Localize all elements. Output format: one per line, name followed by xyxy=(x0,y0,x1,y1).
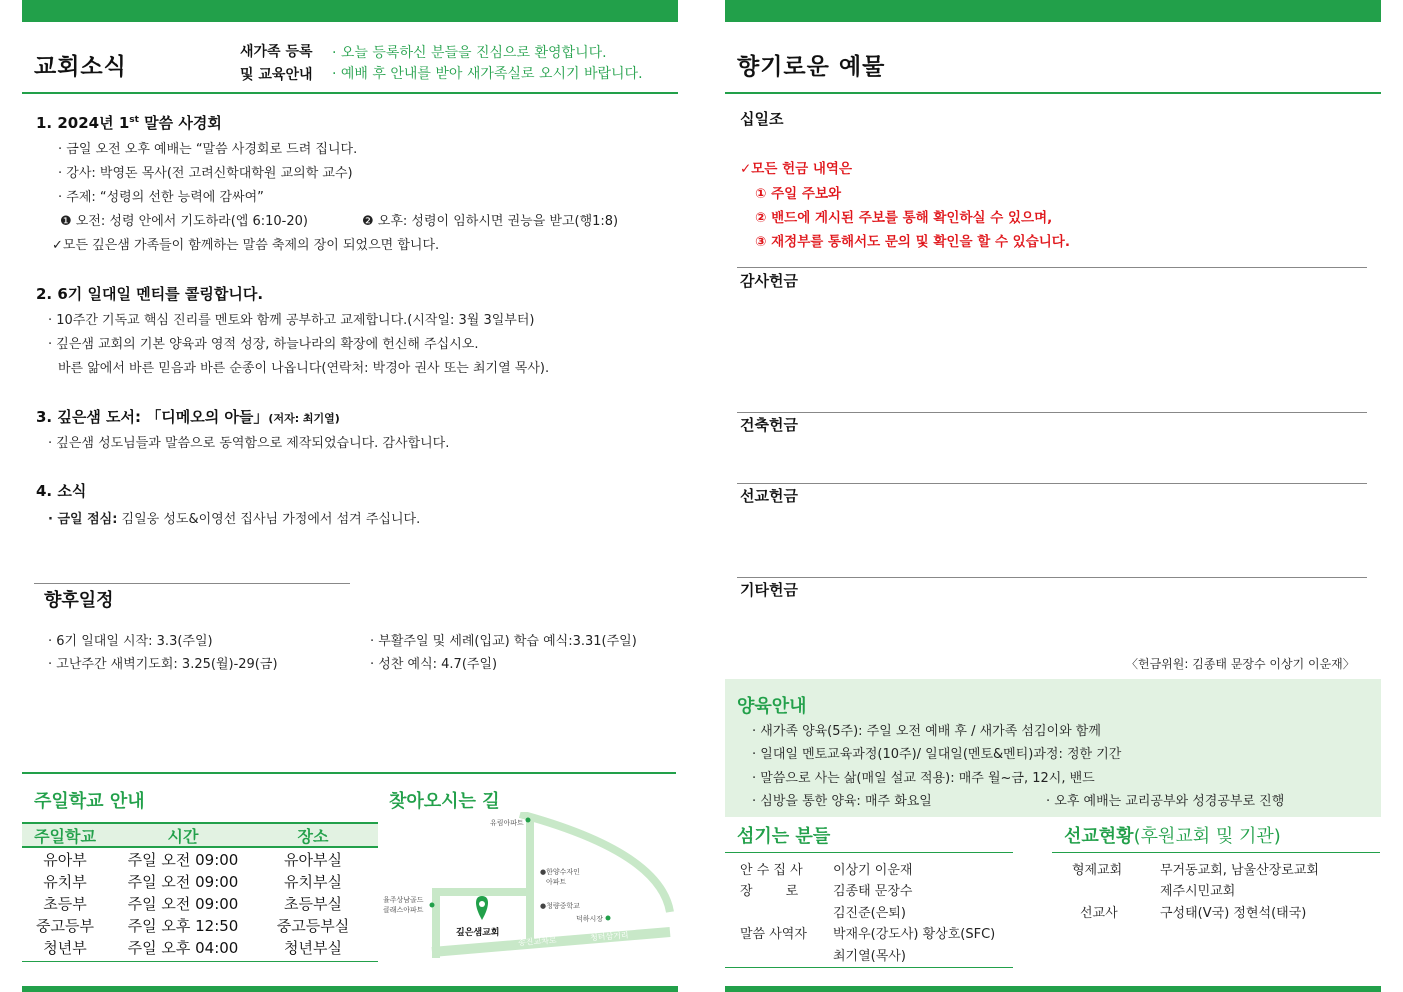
section-1-title xyxy=(36,112,222,133)
pin-center xyxy=(479,901,485,907)
missions-missionaries: 구성태(V국) 정현석(태국) xyxy=(1160,906,1307,921)
servers-role-ministers: 말씀 사역자 xyxy=(740,927,807,942)
offering-committee: 〈헌금위원: 김종태 문장수 이상기 이운재〉 xyxy=(1126,657,1355,671)
sunday-school-cell-2-1: 주일 오전 09:00 xyxy=(127,895,239,913)
offering-notice-4: ③ 재정부를 통해서도 문의 및 확인을 할 수 있습니다. xyxy=(755,234,1070,250)
sunday-school-cell-1-1: 주일 오전 09:00 xyxy=(127,873,239,891)
sunday-school-cell-0-1: 주일 오전 09:00 xyxy=(127,851,239,869)
schedule-item-3: · 부활주일 및 세례(입교) 학습 예식:3.31(주일) xyxy=(370,634,637,649)
servers-name-elder-retired: 김진준(은퇴) xyxy=(833,906,906,921)
missions-title xyxy=(1064,822,1281,848)
map xyxy=(380,812,680,962)
sunday-school-cell-4-1: 주일 오후 04:00 xyxy=(127,939,239,957)
bottom-green-bar-right xyxy=(725,986,1381,992)
section-2-line-2: · 깊은샘 교회의 기본 양육과 영적 성장, 하늘나라의 확장에 헌신해 주십시오. xyxy=(48,337,479,352)
page-title-offering: 향기로운 예물 xyxy=(737,54,886,80)
thanks-offering-label: 감사헌금 xyxy=(740,272,798,290)
nurture-line-4a: · 심방을 통한 양육: 매주 화요일 xyxy=(752,794,932,809)
section-3-title xyxy=(36,406,340,427)
nurture-title: 양육안내 xyxy=(737,696,807,717)
building-offering-label: 건축헌금 xyxy=(740,416,798,434)
top-green-bar-left xyxy=(22,0,678,22)
missions-sister-churches-1: 무거동교회, 남울산장로교회 xyxy=(1160,863,1319,878)
offering-notice-2: ① 주일 주보와 xyxy=(755,186,842,202)
map-road-curve xyxy=(520,814,670,912)
nurture-line-3: · 말씀으로 사는 삶(매일 설교 적용): 매주 월~금, 12시, 밴드 xyxy=(752,771,1095,786)
section-3-title-main: 3. 깊은샘 도서: 「디메오의 아들」 xyxy=(36,408,269,426)
map-dot-apt1 xyxy=(526,818,531,823)
section-3-title-author: (저자: 최기열) xyxy=(268,412,340,425)
welcome-label-2: 및 교육안내 xyxy=(240,67,313,83)
servers-top-line xyxy=(725,852,1013,853)
section-1-line-3: · 주제: “성령의 선한 능력에 감싸여” xyxy=(58,190,264,205)
offering-notice-3: ② 밴드에 게시된 주보를 통해 확인하실 수 있으며, xyxy=(755,210,1053,226)
servers-role-elder: 장 로 xyxy=(740,884,799,899)
sunday-school-cell-4-2: 청년부실 xyxy=(284,939,342,957)
other-divider xyxy=(737,577,1367,578)
section-4-line-1 xyxy=(48,508,420,527)
map-label-apt3b: 클래스아파트 xyxy=(383,906,424,914)
missions-sister-churches-2: 제주시민교회 xyxy=(1160,884,1236,899)
sunday-school-header-0: 주일학교 xyxy=(34,827,96,846)
map-label-apt2b: 아파트 xyxy=(546,878,567,886)
map-label-school: ●청량중학교 xyxy=(540,902,580,910)
sunday-school-cell-1-2: 유치부실 xyxy=(284,873,342,891)
sunday-school-cell-1-0: 유치부 xyxy=(43,873,87,891)
servers-name-elder: 김종태 문장수 xyxy=(833,884,913,899)
nurture-line-1: · 새가족 양육(5주): 주일 오전 예배 후 / 새가족 섬김이와 함께 xyxy=(752,724,1101,739)
welcome-label-1: 새가족 등록 xyxy=(240,44,313,60)
map-label-apt1: 유림아파트 xyxy=(490,819,524,827)
section-2-title: 2. 6기 일대일 멘티를 콜링합니다. xyxy=(36,285,264,303)
missions-title-main: 선교현황 xyxy=(1064,826,1134,847)
map-label-apt2a: ●한양수자인 xyxy=(540,868,580,876)
other-offering-label: 기타헌금 xyxy=(740,581,798,599)
servers-title: 섬기는 분들 xyxy=(737,826,831,847)
mission-offering-label: 선교헌금 xyxy=(740,487,798,505)
sunday-school-header-1: 시간 xyxy=(167,827,199,846)
mission-divider xyxy=(737,483,1367,484)
map-title: 찾아오시는 길 xyxy=(389,791,500,812)
nurture-line-4b: · 오후 예배는 교리공부와 성경공부로 진행 xyxy=(1046,794,1285,809)
section-1-line-4b: ❷ 오후: 성령이 임하시면 권능을 받고(행1:8) xyxy=(362,214,619,229)
map-label-road2: 청터삼거리 xyxy=(589,930,629,943)
map-label-road1: 송진교차로 xyxy=(517,935,557,948)
section-1-title-sup: st xyxy=(129,115,139,125)
sunday-school-title: 주일학교 안내 xyxy=(34,791,145,812)
map-label-apt3a: 율주상남골드 xyxy=(383,896,424,904)
sunday-school-cell-2-2: 초등부실 xyxy=(284,895,342,913)
header-divider-left xyxy=(22,92,678,94)
offering-notice-1: ✓모든 헌금 내역은 xyxy=(740,161,852,177)
sunday-school-cell-3-2: 중고등부실 xyxy=(276,917,350,935)
bottom-section-divider-left xyxy=(22,772,676,774)
bottom-green-bar-left xyxy=(22,986,678,992)
section-1-line-2: · 강사: 박영돈 목사(전 고려신학대학원 교의학 교수) xyxy=(58,166,353,181)
sunday-school-table-bottom xyxy=(22,961,378,962)
sunday-school-header-2: 장소 xyxy=(297,827,329,846)
church-location-pin-icon xyxy=(476,896,488,920)
schedule-title: 향후일정 xyxy=(44,590,114,611)
map-dot-market xyxy=(606,916,611,921)
servers-role-deacon: 안 수 집 사 xyxy=(740,863,803,878)
section-1-line-1: · 금일 오전 오후 예배는 “말씀 사경회로 드려 집니다. xyxy=(58,142,358,157)
sunday-school-cell-0-2: 유아부실 xyxy=(284,851,342,869)
map-label-church: 깊은샘교회 xyxy=(456,928,500,938)
building-divider xyxy=(737,412,1367,413)
page-title-church-news: 교회소식 xyxy=(34,54,127,80)
missions-top-line xyxy=(1052,852,1380,853)
sunday-school-cell-2-0: 초등부 xyxy=(43,895,87,913)
section-1-title-a: 1. 2024년 1 xyxy=(36,114,130,132)
map-road-vertical xyxy=(526,814,534,944)
sunday-school-cell-3-0: 중고등부 xyxy=(36,917,94,935)
section-2-line-1: · 10주간 기독교 핵심 진리를 멘토와 함께 공부하고 교제합니다.(시작일: 3월 3일부터) xyxy=(48,313,535,328)
missions-title-sub: (후원교회 및 기관) xyxy=(1133,826,1281,847)
schedule-item-4: · 성찬 예식: 4.7(주일) xyxy=(370,657,498,672)
sunday-school-cell-0-0: 유아부 xyxy=(43,851,87,869)
lunch-text: 김일웅 성도&이영선 집사님 가정에서 섬겨 주십니다. xyxy=(117,512,421,527)
welcome-line-1: · 오늘 등록하신 분들을 진심으로 환영합니다. xyxy=(332,45,607,61)
servers-name-deacon: 이상기 이운재 xyxy=(833,863,913,878)
servers-name-ministers: 박재우(강도사) 황상호(SFC) xyxy=(833,927,996,942)
schedule-divider xyxy=(34,583,350,584)
top-green-bar-right xyxy=(725,0,1381,22)
servers-name-pastor: 최기열(목사) xyxy=(833,949,906,964)
map-label-market: 덕하시장 xyxy=(576,915,604,923)
map-dot-apt3 xyxy=(430,903,435,908)
schedule-item-1: · 6기 일대일 시작: 3.3(주일) xyxy=(48,634,213,649)
welcome-line-2: · 예배 후 안내를 받아 새가족실로 오시기 바랍니다. xyxy=(332,66,643,82)
section-1-line-5: ✓모든 깊은샘 가족들이 함께하는 말씀 축제의 장이 되었으면 합니다. xyxy=(52,238,440,253)
servers-bottom-line xyxy=(725,967,1013,968)
section-4-title: 4. 소식 xyxy=(36,482,87,500)
sunday-school-cell-4-0: 청년부 xyxy=(43,939,87,957)
thanks-divider xyxy=(737,267,1367,268)
missions-label-sister: 형제교회 xyxy=(1072,863,1123,878)
section-2-line-3: 바른 앎에서 바른 믿음과 바른 순종이 나옵니다(연락처: 박경아 권사 또는 최기열 목사). xyxy=(58,361,550,376)
lunch-label: · 금일 점심: xyxy=(48,512,118,527)
missions-label-missionary: 선교사 xyxy=(1080,906,1118,921)
map-road-horizontal xyxy=(432,888,532,896)
section-1-title-b: 말씀 사경회 xyxy=(138,114,222,132)
header-divider-right xyxy=(725,92,1381,94)
nurture-line-2: · 일대일 멘토교육과정(10주)/ 일대일(멘토&멘티)과정: 정한 기간 xyxy=(752,747,1122,762)
schedule-item-2: · 고난주간 새벽기도회: 3.25(월)-29(금) xyxy=(48,657,278,672)
tithe-label: 십일조 xyxy=(740,110,784,128)
section-1-line-4a: ❶ 오전: 성령 안에서 기도하라(엡 6:10-20) xyxy=(60,214,308,229)
section-3-line-1: · 깊은샘 성도님들과 말씀으로 동역함으로 제작되었습니다. 감사합니다. xyxy=(48,436,450,451)
sunday-school-cell-3-1: 주일 오후 12:50 xyxy=(127,917,239,935)
